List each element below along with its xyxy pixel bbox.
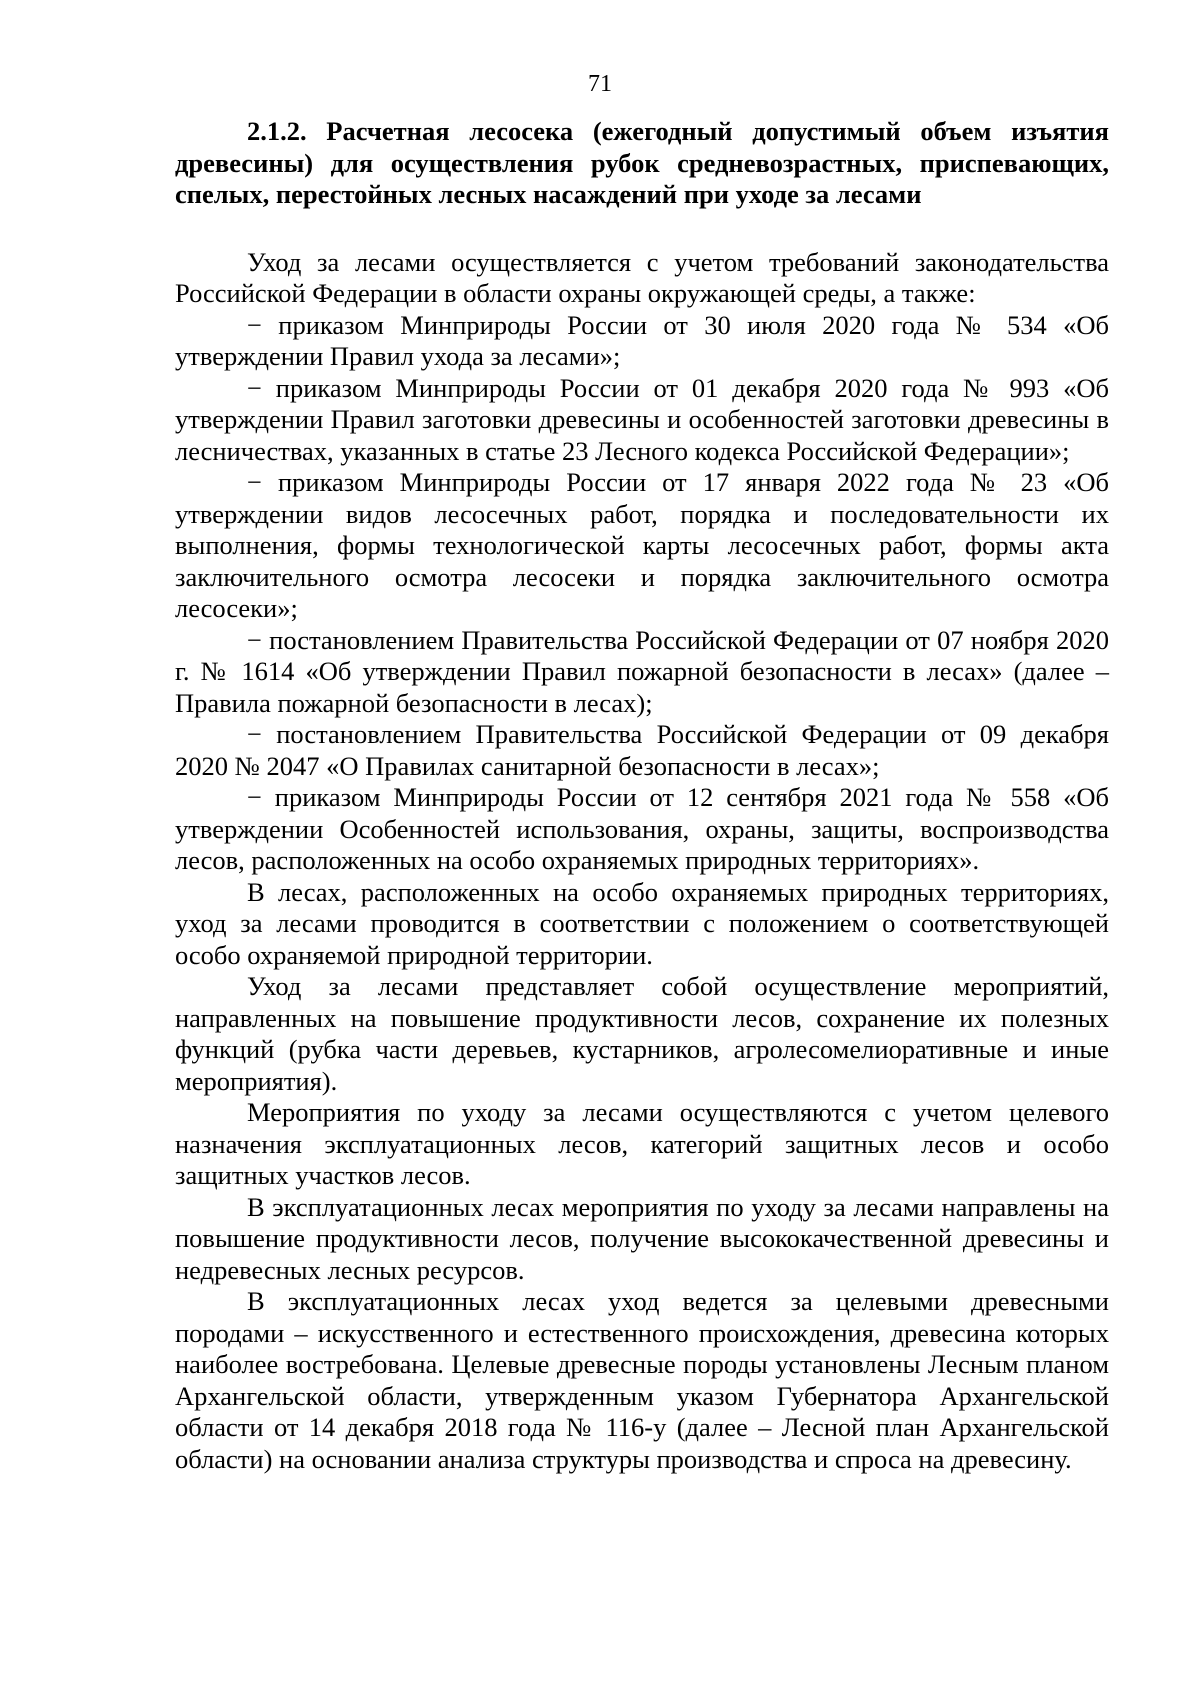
paragraph-target-species: В эксплуатационных лесах уход ведется за целевыми древесными породами – искусственного и естественного происхождения, древесина которых наиболее востребована. Целевые древесные породы установлены Лесным планом Архангельской области, утвержденным указом Губернатора Архангельской области от 14 декабря 2018 года № 116-у (далее – Лесной план Архангельской области) на основании анализа структуры производства и спроса на древесину.	[175, 1286, 1109, 1474]
paragraph-care-measures: Мероприятия по уходу за лесами осуществляются с учетом целевого назначения эксплуатационных лесов, категорий защитных лесов и особо защитных участков лесов.	[175, 1097, 1109, 1190]
paragraph-protected-areas: В лесах, расположенных на особо охраняемых природных территориях, уход за лесами проводится в соответствии с положением о соответствующей особо охраняемой природной территории.	[175, 876, 1109, 970]
list-item-resolution-1614: − постановлением Правительства Российской Федерации от 07 ноября 2020 г. № 1614 «Об утверждении Правил пожарной безопасности в лесах» (далее – Правила пожарной безопасности в лесах);	[175, 624, 1109, 718]
page-number: 71	[588, 71, 612, 97]
list-item-order-534: − приказом Минприроды России от 30 июля 2020 года № 534 «Об утверждении Правил ухода за лесами»;	[175, 309, 1109, 371]
document-body	[175, 116, 1109, 1475]
list-item-order-993: − приказом Минприроды России от 01 декабря 2020 года № 993 «Об утверждении Правил заготовки древесины и особенностей заготовки древесины в лесничествах, указанных в статье 23 Лесного кодекса Российской Федерации»;	[175, 372, 1109, 466]
paragraph-exploitation-forests: В эксплуатационных лесах мероприятия по уходу за лесами направлены на повышение продуктивности лесов, получение высококачественной древесины и недревесных лесных ресурсов.	[175, 1191, 1109, 1285]
paragraph-forest-care-definition: Уход за лесами представляет собой осуществление мероприятий, направленных на повышение продуктивности лесов, сохранение их полезных функций (рубка части деревьев, кустарников, агролесомелиоративные и иные мероприятия).	[175, 971, 1109, 1096]
list-item-order-558: − приказом Минприроды России от 12 сентября 2021 года № 558 «Об утверждении Особенностей использования, охраны, защиты, воспроизводства лесов, расположенных на особо охраняемых природных территориях».	[175, 782, 1109, 875]
section-heading: 2.1.2. Расчетная лесосека (ежегодный допустимый объем изъятия древесины) для осуществления рубок средневозрастных, приспевающих, спелых, перестойных лесных насаждений при уходе за лесами	[175, 116, 1109, 209]
list-item-order-23: − приказом Минприроды России от 17 января 2022 года № 23 «Об утверждении видов лесосечных работ, порядка и последовательности их выполнения, формы технологической карты лесосечных работ, формы акта заключительного осмотра лесосеки и порядка заключительного осмотра лесосеки»;	[175, 467, 1109, 623]
list-item-resolution-2047: − постановлением Правительства Российской Федерации от 09 декабря 2020 № 2047 «О Правилах санитарной безопасности в лесах»;	[175, 719, 1109, 781]
paragraph-intro: Уход за лесами осуществляется с учетом требований законодательства Российской Федерации в области охраны окружающей среды, а также:	[175, 246, 1109, 308]
